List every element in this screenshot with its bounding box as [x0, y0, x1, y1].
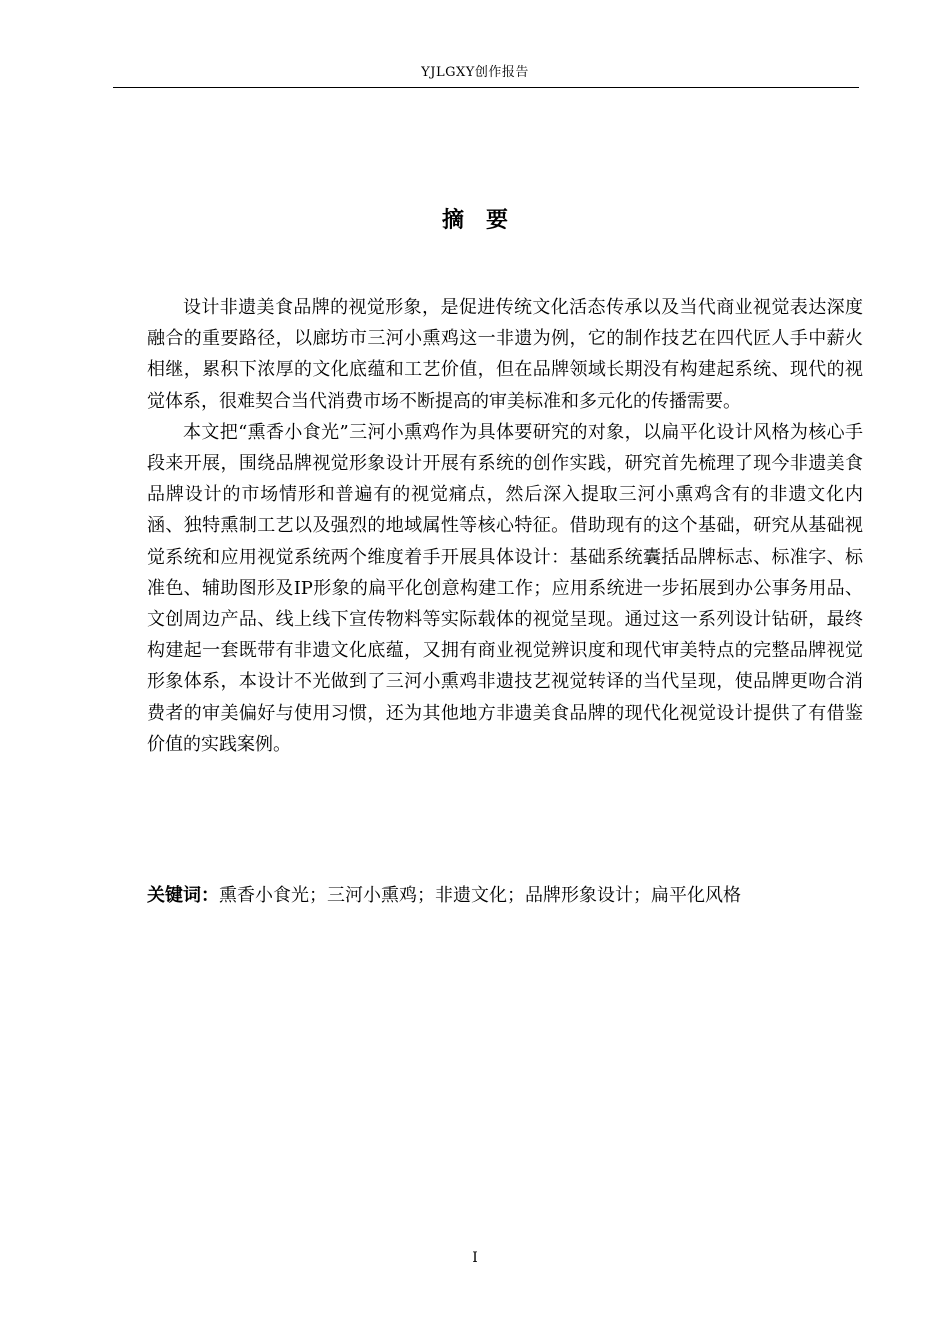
header-rule — [113, 87, 859, 88]
running-header: YJLGXY创作报告 — [421, 65, 529, 80]
abstract-title-part2: 要 — [486, 208, 509, 233]
abstract-body — [147, 292, 863, 760]
abstract-paragraph-1: 设计非遗美食品牌的视觉形象，是促进传统文化活态传承以及当代商业视觉表达深度融合的重要路径，以廊坊市三河小熏鸡这一非遗为例，它的制作技艺在四代匠人手中薪火相继，累积下浓厚的文化底蕴和工艺价值，但在品牌领域长期没有构建起系统、现代的视觉体系，很难契合当代消费市场不断提高的审美标准和多元化的传播需要。 — [147, 297, 863, 412]
abstract-title — [0, 206, 950, 236]
keywords-value: 熏香小食光；三河小熏鸡；非遗文化；品牌形象设计；扁平化风格 — [219, 885, 741, 906]
keywords-line — [147, 880, 863, 911]
abstract-title-part1: 摘 — [441, 208, 464, 233]
keywords-label: 关键词： — [147, 885, 219, 906]
page-number: I — [472, 1250, 478, 1266]
abstract-paragraph-2: 本文把“熏香小食光”三河小熏鸡作为具体要研究的对象，以扁平化设计风格为核心手段来开展，围绕品牌视觉形象设计开展有系统的创作实践，研究首先梳理了现今非遗美食品牌设计的市场情形和普遍有的视觉痛点，然后深入提取三河小熏鸡含有的非遗文化内涵、独特熏制工艺以及强烈的地域属性等核心特征。借助现有的这个基础，研究从基础视觉系统和应用视觉系统两个维度着手开展具体设计：基础系统囊括品牌标志、标准字、标准色、辅助图形及IP形象的扁平化创意构建工作；应用系统进一步拓展到办公事务用品、文创周边产品、线上线下宣传物料等实际载体的视觉呈现。通过这一系列设计钻研，最终构建起一套既带有非遗文化底蕴，又拥有商业视觉辨识度和现代审美特点的完整品牌视觉形象体系，本设计不光做到了三河小熏鸡非遗技艺视觉转译的当代呈现，使品牌更吻合消费者的审美偏好与使用习惯，还为其他地方非遗美食品牌的现代化视觉设计提供了有借鉴价值的实践案例。 — [147, 421, 863, 755]
